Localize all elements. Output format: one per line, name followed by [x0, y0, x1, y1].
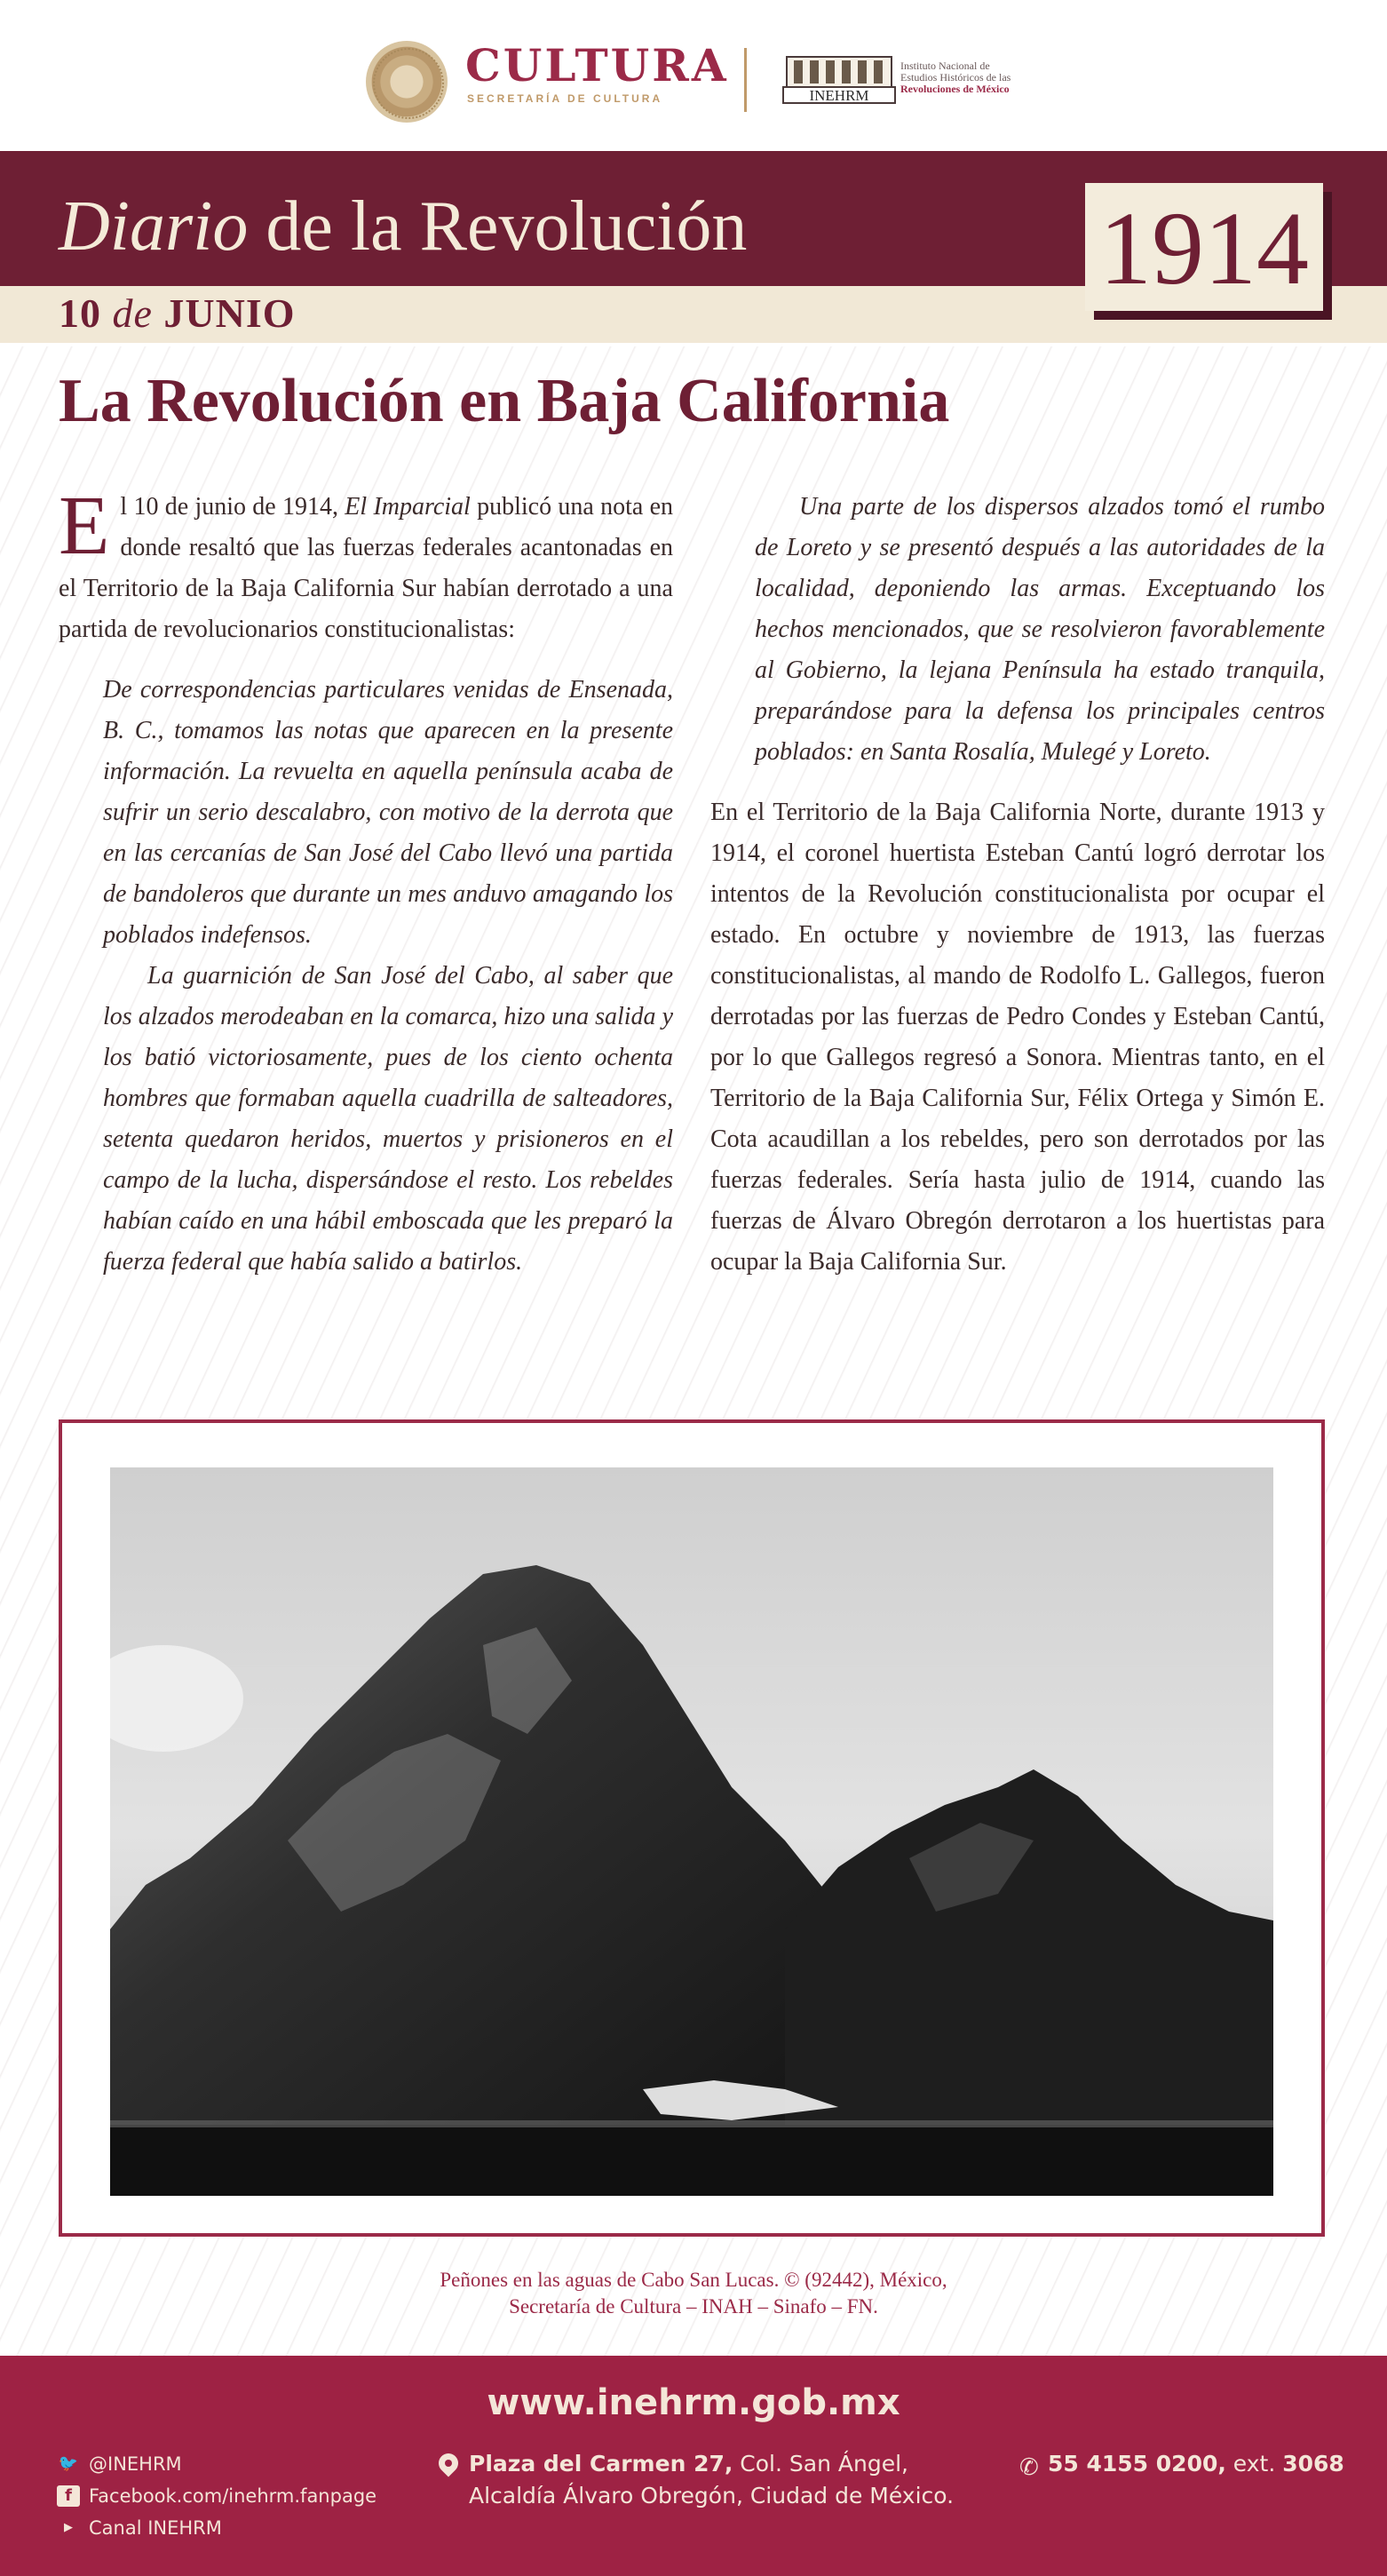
historic-photo-rocks: [110, 1467, 1273, 2196]
youtube-channel: Canal INEHRM: [89, 2517, 222, 2539]
location-pin-icon: [434, 2449, 462, 2477]
address: [469, 2448, 954, 2512]
inehrm-name: [900, 60, 1011, 95]
youtube-link[interactable]: [57, 2512, 376, 2544]
address-street: Plaza del Carmen 27,: [469, 2451, 733, 2477]
cultura-subtitle: SECRETARÍA DE CULTURA: [467, 92, 663, 105]
article-column-right: [710, 487, 1325, 1283]
caption-line-1: Peñones en las aguas de Cabo San Lucas. © (92442), México,: [440, 2269, 947, 2291]
phone-ext-label: ext.: [1225, 2451, 1283, 2477]
social-links: [57, 2448, 376, 2544]
newspaper-name: El Imparcial: [345, 493, 471, 521]
phone-number: 55 4155 0200,: [1048, 2451, 1226, 2477]
year-badge: 1914: [1085, 183, 1323, 311]
article-column-left: [59, 480, 673, 1283]
inehrm-acronym: INEHRM: [809, 87, 869, 104]
quote-paragraph-1: De correspondencias particulares venidas de Ensenada, B. C., tomamos las notas que aparecen en la presente información. La revuelta en aquella península acaba de sufrir un serio descalabro, con motivo de la derrota que en las cercanías de San José del Cabo llevó una partida de bandoleros que durante un mes anduvo amagando los poblados indefensos.: [103, 676, 673, 949]
series-title-rest: de la Revolución: [248, 187, 748, 266]
date-month: JUNIO: [163, 290, 296, 336]
caption-line-2: Secretaría de Cultura – INAH – Sinafo – FN.: [509, 2295, 878, 2318]
spacer: [59, 650, 673, 670]
inehrm-line2: Estudios Históricos de las: [900, 71, 1011, 83]
context-paragraph: En el Territorio de la Baja California Norte, durante 1913 y 1914, el coronel huertista Esteban Cantú logró derrotar los intentos de la Revolución constitucionalista por ocupar el estado. En octubre y noviembre de 1913, las fuerzas constitucionalistas, al mando de Rodolfo L. Gallegos, fueron derrotadas por las fuerzas de Pedro Condes y Esteban Cantú, por lo que Gallegos regresó a Sonora. Mientras tanto, en el Territorio de la Baja California Sur, Félix Ortega y Simón E. Cota acaudillan a los rebeldes, pero son derrotados por las fuerzas federales. Sería hasta julio de 1914, cuando las fuerzas de Álvaro Obregón derrotaron a los huertistas para ocupar la Baja California Sur.: [710, 799, 1325, 1276]
facebook-url: Facebook.com/inehrm.fanpage: [89, 2485, 377, 2507]
address-colonia: Col. San Ángel,: [733, 2451, 908, 2477]
inehrm-building-icon: [781, 52, 897, 105]
intro-text-a: l 10 de junio de 1914,: [120, 493, 345, 521]
phone-ext: 3068: [1282, 2451, 1344, 2477]
quote-paragraph-3: Una parte de los dispersos alzados tomó el rumbo de Loreto y se presentó después a las autoridades de la localidad, deponiendo las armas. Exceptuando los hechos mencionados, que se resolvieron favorablemente al Gobierno, la lejana Península ha estado tranquila, preparándose para la defensa los principales centros poblados: en Santa Rosalía, Mulegé y Loreto.: [755, 493, 1325, 766]
photo-caption: [0, 2267, 1387, 2320]
phone-icon: ✆: [1019, 2454, 1039, 2481]
footer: [0, 2356, 1387, 2576]
date-de: de: [112, 290, 153, 336]
website-link[interactable]: www.inehrm.gob.mx: [487, 2382, 900, 2423]
cultura-logo-text: CULTURA: [465, 39, 729, 91]
phone[interactable]: [1019, 2448, 1344, 2481]
date-line: [59, 290, 296, 337]
header-logos: [0, 34, 1387, 123]
facebook-icon: f: [57, 2485, 80, 2507]
twitter-handle: @INEHRM: [89, 2453, 182, 2475]
date-day: 10: [59, 290, 101, 336]
seal-ring: [373, 48, 444, 119]
facebook-link[interactable]: [57, 2480, 376, 2512]
logo-divider: [744, 48, 747, 112]
twitter-link[interactable]: [57, 2448, 376, 2480]
address-city: Alcaldía Álvaro Obregón, Ciudad de México.: [469, 2483, 955, 2508]
series-title: [59, 187, 747, 267]
article-title: La Revolución en Baja California: [59, 367, 950, 435]
intro-paragraph: [59, 480, 673, 650]
drop-cap: E: [59, 480, 110, 572]
youtube-icon: ▶: [64, 2521, 73, 2534]
spacer: [710, 773, 1325, 792]
twitter-icon: 🐦: [58, 2454, 79, 2473]
inehrm-line3: Revoluciones de México: [900, 83, 1010, 95]
quote-paragraph-2: La guarnición de San José del Cabo, al saber que los alzados merodeaban en la comarca, hizo una salida y los batió victoriosamente, pues de los ciento ochenta hombres que formaban aquella cuadrilla de salteadores, setenta quedaron heridos, muertos y prisioneros en el campo de la lucha, dispersándose el resto. Los rebeldes habían caído en una hábil emboscada que les preparó la fuerza federal que había salido a batirlos.: [103, 962, 673, 1276]
intro-text-b: publicó una nota en donde resaltó que las fuerzas federales acantonadas en el Territorio de la Baja California Sur habían derrotado a una partida de revolucionarios constitucionalistas:: [59, 493, 673, 643]
inehrm-line1: Instituto Nacional de: [900, 60, 990, 72]
series-title-italic: Diario: [59, 187, 249, 266]
